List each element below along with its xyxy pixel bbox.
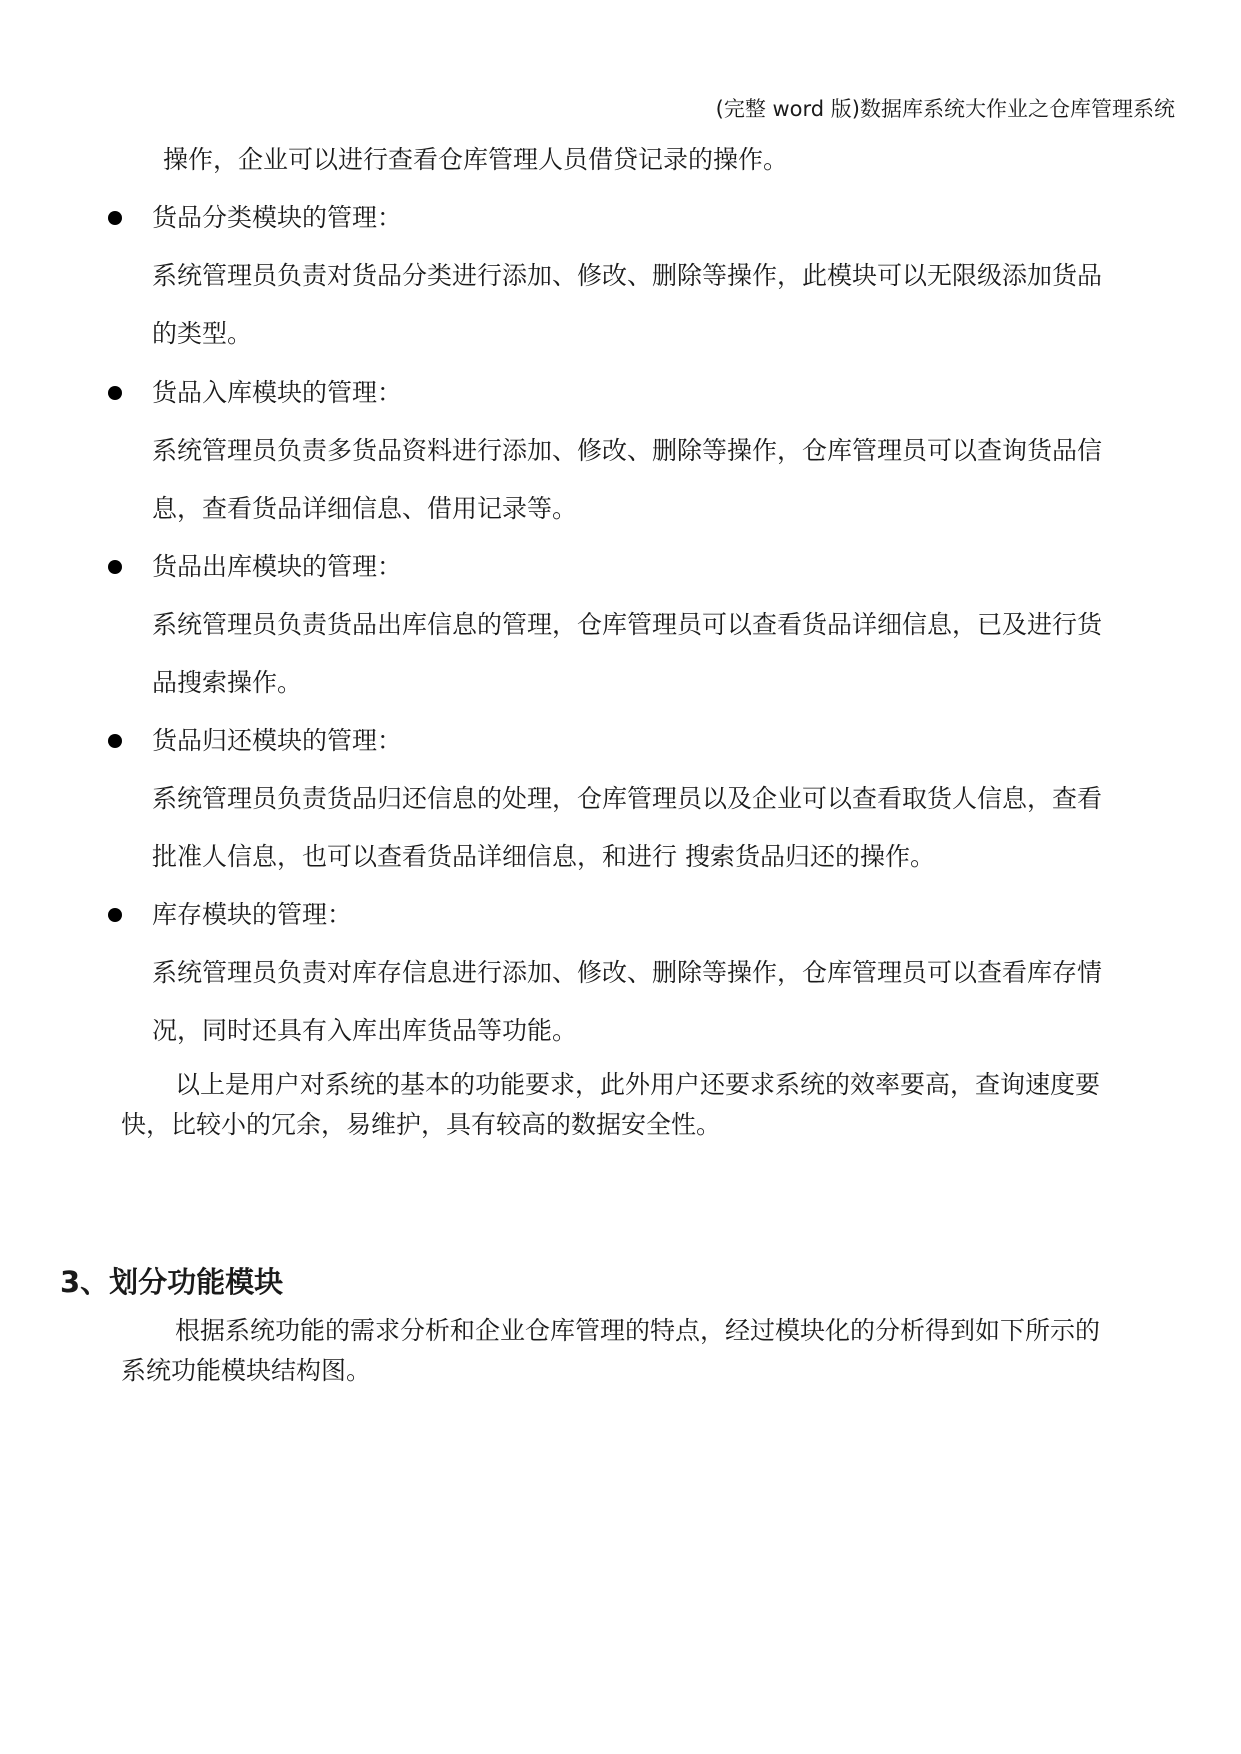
intro-continuation-text: 操作，企业可以进行查看仓库管理人员借贷记录的操作。 (163, 145, 789, 174)
module-description-line: 品搜索操作。 (152, 668, 303, 697)
module-title: 库存模块的管理： (152, 900, 353, 929)
section-heading: 3、划分功能模块 (60, 1265, 284, 1299)
module-description-line: 系统管理员负责货品出库信息的管理，仓库管理员可以查看货品详细信息，已及进行货 (152, 610, 1103, 639)
bullet-icon (108, 386, 122, 400)
module-description-line: 的类型。 (152, 319, 253, 348)
module-description-line: 况，同时还具有入库出库货品等功能。 (152, 1016, 578, 1045)
bullet-icon (108, 908, 122, 922)
module-description-line: 系统管理员负责对库存信息进行添加、修改、删除等操作，仓库管理员可以查看库存情 (152, 958, 1103, 987)
module-description-line: 系统管理员负责多货品资料进行添加、修改、删除等操作，仓库管理员可以查询货品信 (152, 436, 1103, 465)
module-description-line: 息，查看货品详细信息、借用记录等。 (152, 494, 578, 523)
section-paragraph-line: 系统功能模块结构图。 (121, 1356, 372, 1385)
module-title: 货品入库模块的管理： (152, 378, 403, 407)
module-title: 货品出库模块的管理： (152, 552, 403, 581)
module-description-line: 系统管理员负责对货品分类进行添加、修改、删除等操作，此模块可以无限级添加货品 (152, 261, 1103, 290)
section-paragraph-line: 根据系统功能的需求分析和企业仓库管理的特点，经过模块化的分析得到如下所示的 (175, 1316, 1101, 1345)
module-title: 货品归还模块的管理： (152, 726, 403, 755)
document-header: (完整 word 版)数据库系统大作业之仓库管理系统 (715, 97, 1175, 121)
bullet-icon (108, 734, 122, 748)
summary-paragraph-line: 以上是用户对系统的基本的功能要求，此外用户还要求系统的效率要高，查询速度要 (175, 1070, 1101, 1099)
summary-paragraph-line: 快，比较小的冗余，易维护，具有较高的数据安全性。 (121, 1110, 722, 1139)
bullet-icon (108, 211, 122, 225)
bullet-icon (108, 560, 122, 574)
module-description-line: 批准人信息，也可以查看货品详细信息，和进行 搜索货品归还的操作。 (152, 842, 935, 871)
module-description-line: 系统管理员负责货品归还信息的处理，仓库管理员以及企业可以查看取货人信息，查看 (152, 784, 1103, 813)
module-title: 货品分类模块的管理： (152, 203, 403, 232)
